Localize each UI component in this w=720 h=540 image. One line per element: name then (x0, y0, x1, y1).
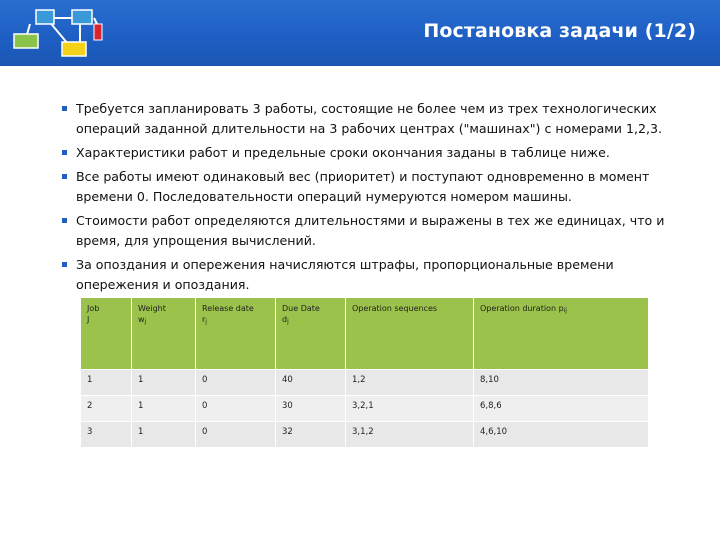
table-cell: 40 (276, 370, 346, 396)
table-cell: 3 (81, 422, 132, 448)
table-cell: 1 (132, 370, 196, 396)
table-cell: 1,2 (346, 370, 474, 396)
table-cell: 1 (132, 422, 196, 448)
table-cell: 6,8,6 (474, 396, 649, 422)
bullet-list (62, 99, 692, 299)
bullet-item (62, 143, 692, 163)
bullet-marker-icon (62, 174, 67, 179)
table-row (81, 422, 649, 448)
bullet-marker-icon (62, 218, 67, 223)
table-row (81, 396, 649, 422)
bullet-text: За опоздания и опережения начисляются штрафы, пропорциональные времени опережения и опоздания. (76, 257, 614, 292)
bullet-item (62, 255, 692, 295)
table-cell: 8,10 (474, 370, 649, 396)
bullet-item (62, 211, 692, 251)
table-header-row (81, 298, 649, 370)
table-cell: 0 (196, 396, 276, 422)
bullet-item (62, 99, 692, 139)
table-cell: 1 (132, 396, 196, 422)
page-title: Постановка задачи (1/2) (423, 20, 696, 42)
bullet-marker-icon (62, 106, 67, 111)
header-cell-due-date: Due Date dj (276, 298, 346, 370)
table-cell: 30 (276, 396, 346, 422)
header-banner (0, 0, 720, 66)
header-cell-weight: Weight wj (132, 298, 196, 370)
bullet-marker-icon (62, 262, 67, 267)
jobs-table (80, 297, 649, 448)
bullet-text: Стоимости работ определяются длительностями и выражены в тех же единицах, что и время, для упрощения вычислений. (76, 213, 665, 248)
table-cell: 4,6,10 (474, 422, 649, 448)
table-cell: 3,1,2 (346, 422, 474, 448)
table-cell: 1 (81, 370, 132, 396)
header-cell-release-date: Release date rj (196, 298, 276, 370)
network-diagram-icon (8, 4, 108, 60)
bullet-item (62, 167, 692, 207)
table-cell: 3,2,1 (346, 396, 474, 422)
table-row (81, 370, 649, 396)
table-cell: 0 (196, 370, 276, 396)
header-cell-operation-sequences: Operation sequences (346, 298, 474, 370)
bullet-text: Характеристики работ и предельные сроки окончания заданы в таблице ниже. (76, 145, 610, 160)
table-cell: 2 (81, 396, 132, 422)
bullet-text: Требуется запланировать 3 работы, состоящие не более чем из трех технологических операций заданной длительности на 3 рабочих центрах ("машинах") с номерами 1,2,3. (76, 101, 663, 136)
table-cell: 0 (196, 422, 276, 448)
bullet-marker-icon (62, 150, 67, 155)
bullet-text: Все работы имеют одинаковый вес (приоритет) и поступают одновременно в момент времени 0. Последовательности операций нумеруются номером машины. (76, 169, 650, 204)
table-cell: 32 (276, 422, 346, 448)
header-cell-operation-duration: Operation duration pij (474, 298, 649, 370)
header-cell-job: Job J (81, 298, 132, 370)
